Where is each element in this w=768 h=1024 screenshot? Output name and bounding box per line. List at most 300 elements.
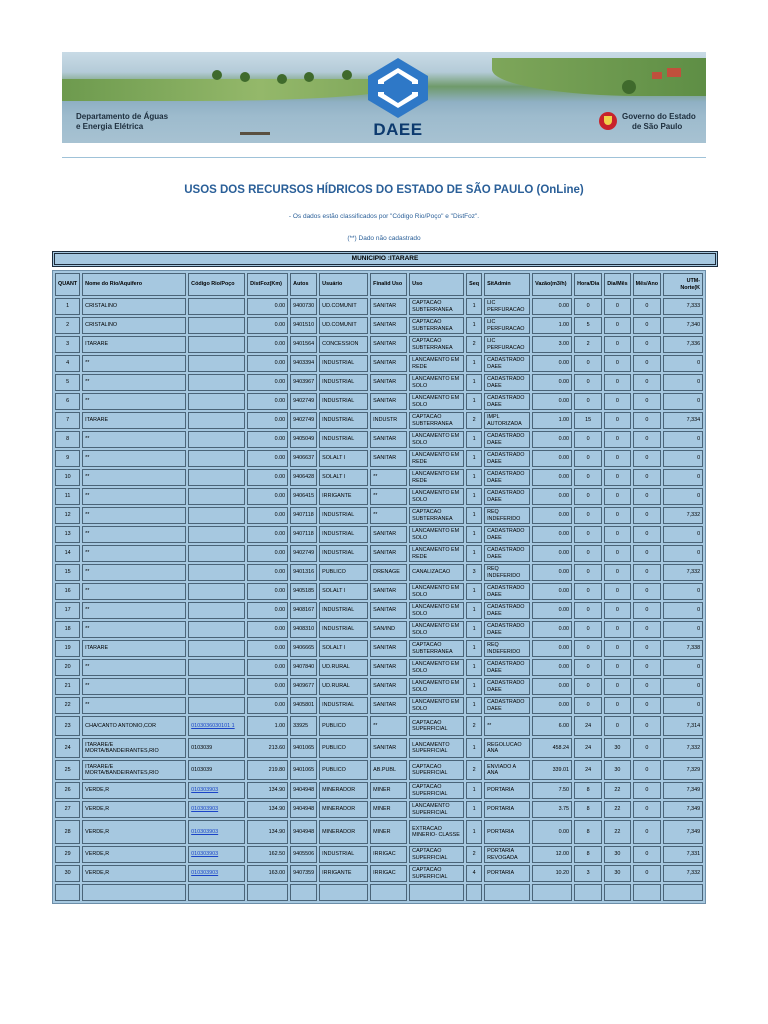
col-finalid: DRENAGE bbox=[370, 564, 407, 581]
col-hora-dia: 2 bbox=[574, 336, 602, 353]
col-finalid: ** bbox=[370, 488, 407, 505]
col-quant: 22 bbox=[55, 697, 80, 714]
col-mes-ano: 0 bbox=[633, 545, 661, 562]
banner-house bbox=[652, 72, 662, 79]
codigo-rio-link[interactable]: 0103036030101 1 bbox=[191, 722, 235, 729]
col-sitadmin: CADASTRADO DAEE bbox=[484, 659, 530, 676]
col-sitadmin: CADASTRADO DAEE bbox=[484, 488, 530, 505]
col-sitadmin: CADASTRADO DAEE bbox=[484, 602, 530, 619]
col-distfoz: 0.00 bbox=[247, 583, 288, 600]
col-seq: 1 bbox=[466, 697, 482, 714]
col-rio: ** bbox=[82, 488, 186, 505]
col-rio: ** bbox=[82, 583, 186, 600]
col-codigo bbox=[188, 801, 245, 818]
col-sitadmin: CADASTRADO DAEE bbox=[484, 450, 530, 467]
daee-logo[interactable] bbox=[362, 56, 434, 140]
col-usuario: INDUSTRIAL bbox=[319, 374, 368, 391]
col-codigo bbox=[188, 564, 245, 581]
col-codigo bbox=[188, 355, 245, 372]
col-autos: 9409677 bbox=[290, 678, 317, 695]
col-hora-dia: 24 bbox=[574, 716, 602, 736]
col-autos: 9406665 bbox=[290, 640, 317, 657]
col-usuario: SOLALT I bbox=[319, 450, 368, 467]
col-codigo bbox=[188, 298, 245, 315]
col-usuario: INDUSTRIAL bbox=[319, 526, 368, 543]
col-finalid: SANITAR bbox=[370, 640, 407, 657]
col-hora-dia: 0 bbox=[574, 450, 602, 467]
col-autos: 9405185 bbox=[290, 583, 317, 600]
col-utm-norte: 0 bbox=[663, 697, 703, 714]
col-utm-norte: 7,333 bbox=[663, 298, 703, 315]
col-seq: 1 bbox=[466, 431, 482, 448]
municipio-label: MUNICIPIO :ITARARE bbox=[54, 253, 716, 265]
col-rio: ITARARE bbox=[82, 412, 186, 429]
col-codigo bbox=[188, 507, 245, 524]
col-hora-dia: 0 bbox=[574, 678, 602, 695]
col-quant: 21 bbox=[55, 678, 80, 695]
col-rio: ** bbox=[82, 374, 186, 391]
col-vazao: 0.00 bbox=[532, 355, 572, 372]
col-rio: VERDE,R bbox=[82, 801, 186, 818]
col-rio: ITARARE bbox=[82, 336, 186, 353]
col-hora-dia: 0 bbox=[574, 298, 602, 315]
col-sitadmin: CADASTRADO DAEE bbox=[484, 621, 530, 638]
col-finalid: MINER bbox=[370, 820, 407, 844]
col-codigo bbox=[188, 659, 245, 676]
banner-tree bbox=[277, 74, 287, 84]
col-hora-dia: 0 bbox=[574, 526, 602, 543]
col-autos: 9404948 bbox=[290, 820, 317, 844]
col-autos: 9406428 bbox=[290, 469, 317, 486]
col-uso: LANCAMENTO EM SOLO bbox=[409, 621, 464, 638]
col-dia-mes: 30 bbox=[604, 738, 630, 758]
col-utm-norte: 7,332 bbox=[663, 507, 703, 524]
col-rio: ** bbox=[82, 564, 186, 581]
col-quant: 13 bbox=[55, 526, 80, 543]
col-codigo bbox=[188, 640, 245, 657]
col-vazao: 0.00 bbox=[532, 602, 572, 619]
col-dia-mes: 0 bbox=[604, 450, 630, 467]
col-codigo bbox=[188, 697, 245, 714]
col-usuario: INDUSTRIAL bbox=[319, 431, 368, 448]
empty-cell bbox=[55, 884, 80, 901]
col-hora-dia-header: Hora/Dia bbox=[574, 273, 602, 296]
col-hora-dia: 8 bbox=[574, 846, 602, 863]
col-usuario: SOLALT I bbox=[319, 583, 368, 600]
col-finalid: MINER bbox=[370, 801, 407, 818]
table-row bbox=[55, 659, 703, 676]
col-uso: CANALIZACAO bbox=[409, 564, 464, 581]
table-row bbox=[55, 450, 703, 467]
col-mes-ano: 0 bbox=[633, 374, 661, 391]
col-rio: VERDE,R bbox=[82, 782, 186, 799]
col-uso: CAPTACAO SUBTERRANEA bbox=[409, 412, 464, 429]
col-rio: ITARARE/E MORTA/BANDEIRANTES,RIO bbox=[82, 760, 186, 780]
col-dia-mes: 0 bbox=[604, 431, 630, 448]
col-utm-norte: 0 bbox=[663, 431, 703, 448]
col-seq: 1 bbox=[466, 469, 482, 486]
col-autos: 9401510 bbox=[290, 317, 317, 334]
col-utm-norte: 7,332 bbox=[663, 738, 703, 758]
col-seq: 1 bbox=[466, 450, 482, 467]
col-finalid: SANITAR bbox=[370, 583, 407, 600]
daee-logo-text: DAEE bbox=[373, 120, 423, 139]
col-finalid: SANITAR bbox=[370, 355, 407, 372]
empty-cell bbox=[247, 884, 288, 901]
col-distfoz: 0.00 bbox=[247, 412, 288, 429]
col-vazao: 0.00 bbox=[532, 298, 572, 315]
col-rio: ITARARE bbox=[82, 640, 186, 657]
col-mes-ano: 0 bbox=[633, 621, 661, 638]
table-row bbox=[55, 488, 703, 505]
col-distfoz: 0.00 bbox=[247, 355, 288, 372]
col-hora-dia: 24 bbox=[574, 738, 602, 758]
col-distfoz: 0.00 bbox=[247, 298, 288, 315]
col-codigo bbox=[188, 782, 245, 799]
banner-tree bbox=[212, 70, 222, 80]
col-sitadmin: PORTARIA bbox=[484, 801, 530, 818]
col-rio: ** bbox=[82, 678, 186, 695]
col-codigo bbox=[188, 583, 245, 600]
col-hora-dia: 15 bbox=[574, 412, 602, 429]
col-finalid: SANITAR bbox=[370, 374, 407, 391]
col-distfoz: 0.00 bbox=[247, 469, 288, 486]
col-quant: 5 bbox=[55, 374, 80, 391]
col-usuario: INDUSTRIAL bbox=[319, 621, 368, 638]
col-autos-header: Autos bbox=[290, 273, 317, 296]
col-utm-norte: 0 bbox=[663, 583, 703, 600]
table-row bbox=[55, 545, 703, 562]
col-sitadmin: REQ INDEFERIDO bbox=[484, 564, 530, 581]
col-utm-norte: 7,334 bbox=[663, 412, 703, 429]
col-hora-dia: 0 bbox=[574, 640, 602, 657]
col-distfoz: 0.00 bbox=[247, 678, 288, 695]
col-distfoz: 162.50 bbox=[247, 846, 288, 863]
col-hora-dia: 3 bbox=[574, 865, 602, 882]
col-mes-ano: 0 bbox=[633, 583, 661, 600]
col-mes-ano: 0 bbox=[633, 782, 661, 799]
col-sitadmin: ** bbox=[484, 716, 530, 736]
col-rio: VERDE,R bbox=[82, 846, 186, 863]
col-dia-mes: 0 bbox=[604, 469, 630, 486]
col-mes-ano: 0 bbox=[633, 507, 661, 524]
col-finalid: SANITAR bbox=[370, 678, 407, 695]
col-seq: 1 bbox=[466, 545, 482, 562]
col-uso: CAPTACAO SUBTERRANEA bbox=[409, 507, 464, 524]
municipio-bar bbox=[52, 251, 718, 267]
col-utm-norte: 0 bbox=[663, 545, 703, 562]
col-utm-norte: 0 bbox=[663, 355, 703, 372]
col-sitadmin: LIC PERFURACAO bbox=[484, 298, 530, 315]
col-finalid: IRRIGAC bbox=[370, 846, 407, 863]
col-autos: 9401065 bbox=[290, 760, 317, 780]
col-seq: 1 bbox=[466, 355, 482, 372]
codigo-rio-link[interactable]: 010303903 bbox=[191, 806, 219, 813]
col-usuario: PUBLICO bbox=[319, 760, 368, 780]
col-quant: 9 bbox=[55, 450, 80, 467]
col-finalid: SANITAR bbox=[370, 738, 407, 758]
col-utm-norte: 7,349 bbox=[663, 820, 703, 844]
col-mes-ano: 0 bbox=[633, 393, 661, 410]
table-row bbox=[55, 738, 703, 758]
col-codigo bbox=[188, 336, 245, 353]
col-uso: CAPTACAO SUPERFICIAL bbox=[409, 865, 464, 882]
col-usuario: CONCESSION bbox=[319, 336, 368, 353]
col-seq: 3 bbox=[466, 564, 482, 581]
table-row bbox=[55, 469, 703, 486]
col-dia-mes: 0 bbox=[604, 507, 630, 524]
col-vazao: 6.00 bbox=[532, 716, 572, 736]
col-sitadmin: PORTARIA REVOGADA bbox=[484, 846, 530, 863]
col-codigo bbox=[188, 716, 245, 736]
col-usuario: SOLALT I bbox=[319, 640, 368, 657]
col-vazao: 7.50 bbox=[532, 782, 572, 799]
empty-cell bbox=[319, 884, 368, 901]
col-mes-ano: 0 bbox=[633, 355, 661, 372]
col-rio: VERDE,R bbox=[82, 865, 186, 882]
col-distfoz: 0.00 bbox=[247, 431, 288, 448]
table-row bbox=[55, 393, 703, 410]
col-vazao: 0.00 bbox=[532, 697, 572, 714]
col-utm-norte: 0 bbox=[663, 678, 703, 695]
col-mes-ano: 0 bbox=[633, 488, 661, 505]
col-quant: 17 bbox=[55, 602, 80, 619]
col-utm-norte: 7,338 bbox=[663, 640, 703, 657]
gov-line2: de São Paulo bbox=[632, 122, 683, 131]
col-seq: 1 bbox=[466, 621, 482, 638]
col-rio: ** bbox=[82, 602, 186, 619]
banner-tree bbox=[622, 80, 636, 94]
col-quant: 10 bbox=[55, 469, 80, 486]
col-vazao: 0.00 bbox=[532, 545, 572, 562]
col-mes-ano: 0 bbox=[633, 820, 661, 844]
col-dia-mes: 30 bbox=[604, 846, 630, 863]
col-quant: 8 bbox=[55, 431, 80, 448]
col-autos: 9405506 bbox=[290, 846, 317, 863]
col-autos: 9406415 bbox=[290, 488, 317, 505]
col-finalid: SANITAR bbox=[370, 431, 407, 448]
col-distfoz: 134.90 bbox=[247, 820, 288, 844]
col-quant: 24 bbox=[55, 738, 80, 758]
col-uso: CAPTACAO SUPERFICIAL bbox=[409, 782, 464, 799]
col-seq: 1 bbox=[466, 820, 482, 844]
col-mes-ano: 0 bbox=[633, 469, 661, 486]
col-vazao: 0.00 bbox=[532, 450, 572, 467]
col-rio: ** bbox=[82, 545, 186, 562]
col-seq: 2 bbox=[466, 760, 482, 780]
col-dia-mes: 0 bbox=[604, 317, 630, 334]
col-utm-norte: 7,336 bbox=[663, 336, 703, 353]
col-vazao: 3.00 bbox=[532, 336, 572, 353]
col-hora-dia: 0 bbox=[574, 488, 602, 505]
sort-note: - Os dados estão classificados por "Código Rio/Poço" e "DistFoz". bbox=[288, 213, 480, 220]
col-codigo bbox=[188, 820, 245, 844]
col-sitadmin: CADASTRADO DAEE bbox=[484, 393, 530, 410]
col-finalid: SANITAR bbox=[370, 393, 407, 410]
col-codigo bbox=[188, 317, 245, 334]
col-sitadmin: CADASTRADO DAEE bbox=[484, 697, 530, 714]
col-quant: 20 bbox=[55, 659, 80, 676]
col-mes-ano: 0 bbox=[633, 801, 661, 818]
col-dia-mes: 0 bbox=[604, 526, 630, 543]
col-distfoz: 0.00 bbox=[247, 450, 288, 467]
col-vazao: 0.00 bbox=[532, 621, 572, 638]
col-codigo bbox=[188, 846, 245, 863]
col-hora-dia: 0 bbox=[574, 431, 602, 448]
col-uso: LANCAMENTO EM REDE bbox=[409, 355, 464, 372]
table-row bbox=[55, 602, 703, 619]
col-usuario: PUBLICO bbox=[319, 716, 368, 736]
col-dia-mes: 0 bbox=[604, 298, 630, 315]
col-rio: ** bbox=[82, 393, 186, 410]
col-finalid: SANITAR bbox=[370, 659, 407, 676]
col-finalid: SANITAR bbox=[370, 298, 407, 315]
col-hora-dia: 0 bbox=[574, 469, 602, 486]
col-utm-norte: 0 bbox=[663, 526, 703, 543]
col-vazao: 3.75 bbox=[532, 801, 572, 818]
col-autos: 9407840 bbox=[290, 659, 317, 676]
col-autos: 9401316 bbox=[290, 564, 317, 581]
empty-cell bbox=[466, 884, 482, 901]
col-dia-mes: 30 bbox=[604, 760, 630, 780]
banner-tree bbox=[342, 70, 352, 80]
col-vazao: 458.24 bbox=[532, 738, 572, 758]
col-dia-mes: 0 bbox=[604, 659, 630, 676]
col-rio: ** bbox=[82, 469, 186, 486]
col-mes-ano: 0 bbox=[633, 865, 661, 882]
col-finalid: SAN/IND bbox=[370, 621, 407, 638]
col-quant: 18 bbox=[55, 621, 80, 638]
codigo-rio-link[interactable]: 010303903 bbox=[191, 870, 219, 877]
col-dia-mes: 0 bbox=[604, 564, 630, 581]
col-codigo bbox=[188, 545, 245, 562]
col-usuario: MINERADOR bbox=[319, 782, 368, 799]
col-rio: ** bbox=[82, 355, 186, 372]
col-usuario: UD.COMUNIT bbox=[319, 298, 368, 315]
col-uso: LANCAMENTO EM SOLO bbox=[409, 526, 464, 543]
col-mes-ano-header: Mês/Ano bbox=[633, 273, 661, 296]
col-seq: 1 bbox=[466, 374, 482, 391]
col-vazao: 0.00 bbox=[532, 526, 572, 543]
col-dia-mes: 30 bbox=[604, 865, 630, 882]
empty-cell bbox=[82, 884, 186, 901]
codigo-rio-link[interactable]: 010303903 bbox=[191, 851, 219, 858]
col-sitadmin: PORTARIA bbox=[484, 782, 530, 799]
col-seq: 1 bbox=[466, 488, 482, 505]
col-mes-ano: 0 bbox=[633, 697, 661, 714]
codigo-rio-link[interactable]: 010303903 bbox=[191, 828, 219, 835]
col-autos: 9403967 bbox=[290, 374, 317, 391]
col-finalid: AB.PUBL bbox=[370, 760, 407, 780]
header-divider bbox=[62, 157, 706, 158]
col-rio: ** bbox=[82, 526, 186, 543]
col-rio-header: Nome do Rio/Aquifero bbox=[82, 273, 186, 296]
col-dia-mes: 0 bbox=[604, 640, 630, 657]
col-uso: LANCAMENTO SUPERFICIAL bbox=[409, 738, 464, 758]
col-rio: ** bbox=[82, 507, 186, 524]
col-sitadmin: CADASTRADO DAEE bbox=[484, 355, 530, 372]
col-finalid: SANITAR bbox=[370, 697, 407, 714]
col-sitadmin: CADASTRADO DAEE bbox=[484, 583, 530, 600]
col-sitadmin: REQ INDEFERIDO bbox=[484, 507, 530, 524]
col-mes-ano: 0 bbox=[633, 640, 661, 657]
results-table-wrap[interactable] bbox=[52, 270, 720, 932]
col-distfoz: 0.00 bbox=[247, 640, 288, 657]
col-quant: 12 bbox=[55, 507, 80, 524]
banner-tree bbox=[304, 72, 314, 82]
col-usuario: INDUSTRIAL bbox=[319, 412, 368, 429]
col-sitadmin: CADASTRADO DAEE bbox=[484, 545, 530, 562]
table-row bbox=[55, 412, 703, 429]
col-hora-dia: 0 bbox=[574, 507, 602, 524]
col-vazao: 12.00 bbox=[532, 846, 572, 863]
col-usuario: INDUSTRIAL bbox=[319, 507, 368, 524]
col-mes-ano: 0 bbox=[633, 760, 661, 780]
col-autos: 9407359 bbox=[290, 865, 317, 882]
col-sitadmin: REQ INDEFERIDO bbox=[484, 640, 530, 657]
col-autos: 9401065 bbox=[290, 738, 317, 758]
col-dia-mes: 0 bbox=[604, 545, 630, 562]
col-distfoz-header: DistFoz(Km) bbox=[247, 273, 288, 296]
table-row bbox=[55, 374, 703, 391]
col-seq: 2 bbox=[466, 846, 482, 863]
table-header-row bbox=[55, 273, 703, 296]
banner-field-right bbox=[492, 58, 706, 96]
col-hora-dia: 8 bbox=[574, 820, 602, 844]
col-mes-ano: 0 bbox=[633, 431, 661, 448]
col-finalid: SANITAR bbox=[370, 317, 407, 334]
col-vazao: 0.00 bbox=[532, 431, 572, 448]
col-seq: 1 bbox=[466, 659, 482, 676]
col-rio: ITARARE/E MORTA/BANDEIRANTES,RIO bbox=[82, 738, 186, 758]
col-usuario: UD.RURAL bbox=[319, 659, 368, 676]
codigo-rio-link[interactable]: 010303903 bbox=[191, 787, 219, 794]
col-vazao: 0.00 bbox=[532, 678, 572, 695]
col-quant: 7 bbox=[55, 412, 80, 429]
col-vazao: 339.01 bbox=[532, 760, 572, 780]
col-distfoz: 134.90 bbox=[247, 801, 288, 818]
col-codigo bbox=[188, 412, 245, 429]
col-uso: CAPTACAO SUBTERRANEA bbox=[409, 298, 464, 315]
col-mes-ano: 0 bbox=[633, 336, 661, 353]
col-mes-ano: 0 bbox=[633, 298, 661, 315]
table-row bbox=[55, 820, 703, 844]
col-mes-ano: 0 bbox=[633, 602, 661, 619]
col-hora-dia: 0 bbox=[574, 545, 602, 562]
col-seq: 1 bbox=[466, 801, 482, 818]
col-sitadmin-header: SitAdmin bbox=[484, 273, 530, 296]
col-uso: LANCAMENTO EM SOLO bbox=[409, 659, 464, 676]
col-distfoz: 0.00 bbox=[247, 507, 288, 524]
col-usuario: INDUSTRIAL bbox=[319, 846, 368, 863]
col-distfoz: 213.60 bbox=[247, 738, 288, 758]
col-utm-norte: 7,314 bbox=[663, 716, 703, 736]
col-distfoz: 0.00 bbox=[247, 317, 288, 334]
col-seq: 1 bbox=[466, 640, 482, 657]
table-row bbox=[55, 782, 703, 799]
col-finalid: SANITAR bbox=[370, 450, 407, 467]
col-codigo: 0103039 bbox=[188, 760, 245, 780]
col-autos: 9405049 bbox=[290, 431, 317, 448]
col-dia-mes: 0 bbox=[604, 697, 630, 714]
col-codigo bbox=[188, 450, 245, 467]
col-quant: 23 bbox=[55, 716, 80, 736]
col-utm-norte: 7,349 bbox=[663, 801, 703, 818]
col-dia-mes: 0 bbox=[604, 678, 630, 695]
col-seq-header: Seq bbox=[466, 273, 482, 296]
col-mes-ano: 0 bbox=[633, 526, 661, 543]
col-quant: 16 bbox=[55, 583, 80, 600]
